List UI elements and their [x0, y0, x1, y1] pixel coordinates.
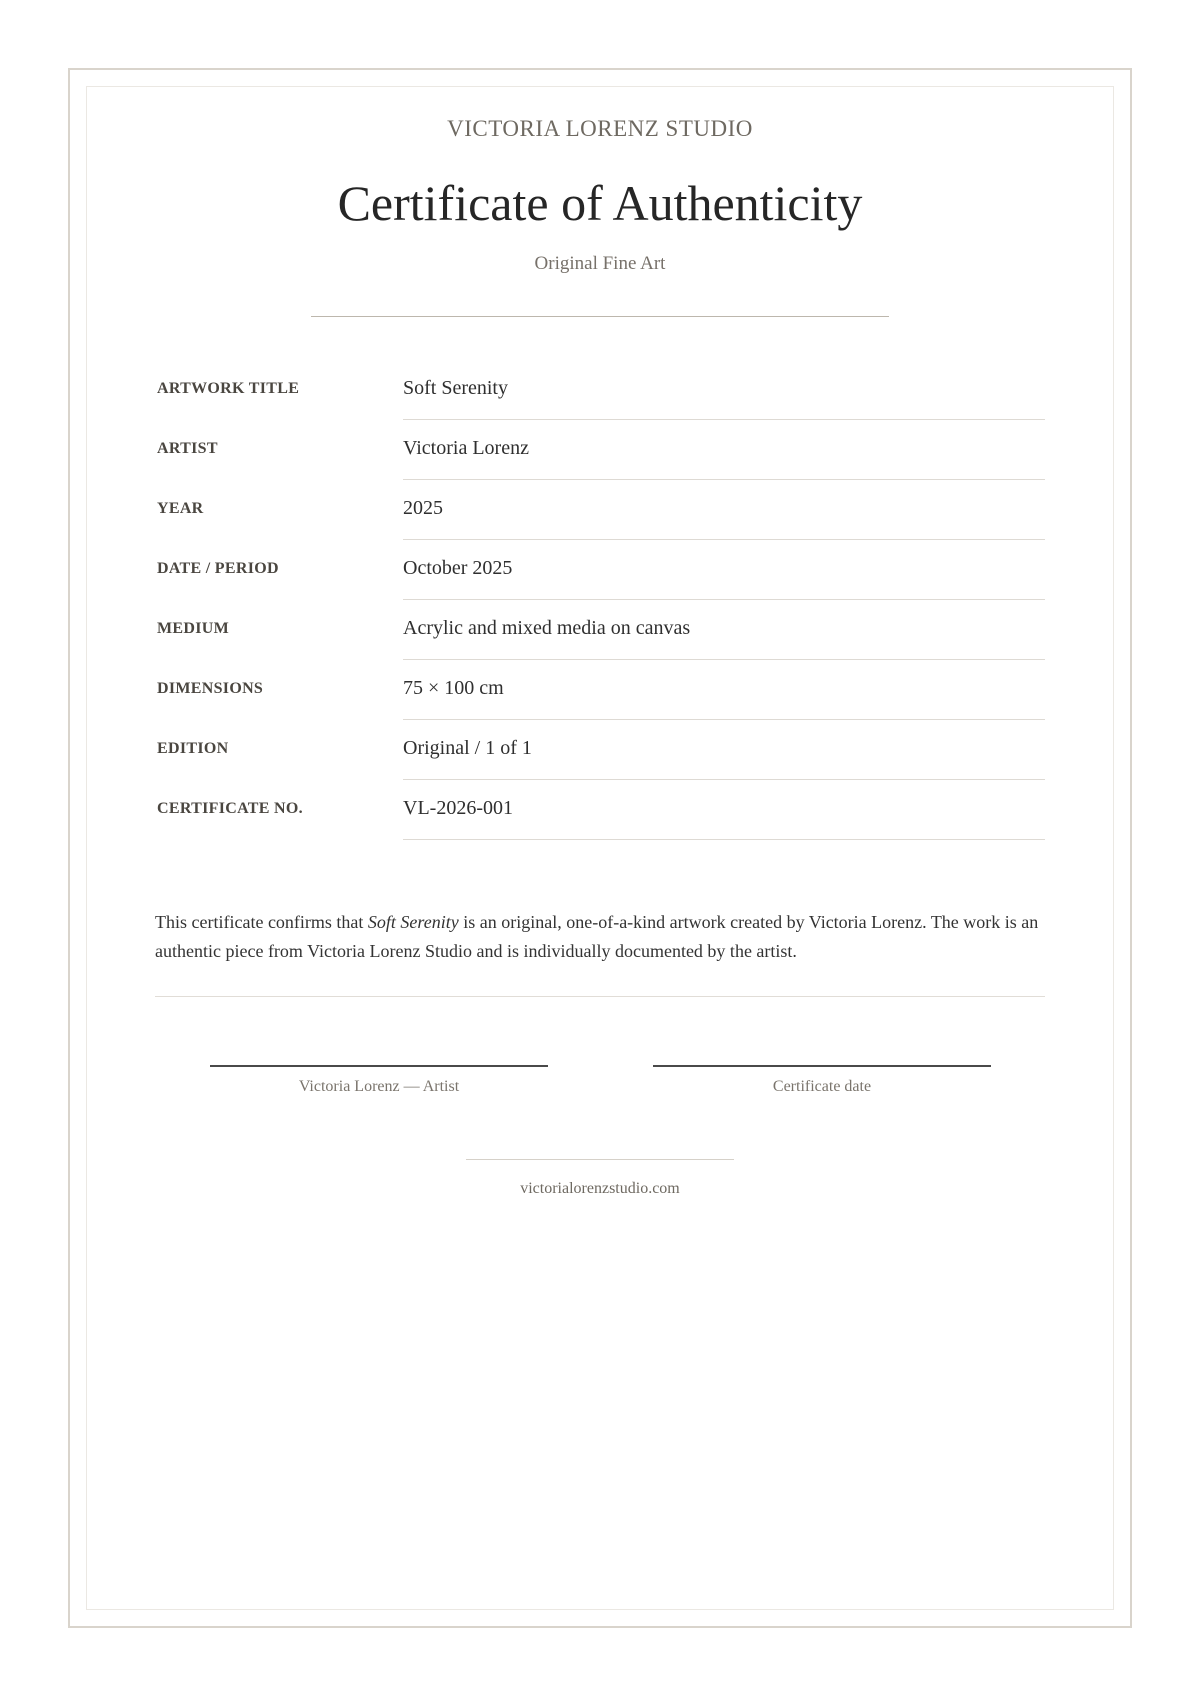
detail-row-date-period — [157, 540, 1045, 600]
detail-value: Victoria Lorenz — [403, 437, 529, 459]
authenticity-statement — [155, 908, 1055, 966]
detail-value: Original / 1 of 1 — [403, 737, 532, 759]
detail-label: EDITION — [157, 740, 229, 757]
statement-artwork-title: Soft Serenity — [367, 912, 459, 932]
detail-row-certificate-no — [157, 780, 1045, 840]
certificate-date-caption: Certificate date — [772, 1078, 872, 1095]
title-divider — [311, 316, 889, 317]
certificate-subtitle: Original Fine Art — [534, 253, 666, 274]
detail-label: DATE / PERIOD — [157, 560, 279, 577]
detail-value: VL-2026-001 — [403, 797, 513, 819]
detail-label: MEDIUM — [157, 620, 230, 637]
certificate-inner-border — [86, 86, 1114, 1610]
detail-label: DIMENSIONS — [157, 680, 264, 697]
footer-divider — [466, 1159, 734, 1160]
detail-row-artwork-title — [157, 360, 1045, 420]
certificate-date-line — [653, 1065, 991, 1067]
detail-value: 75 × 100 cm — [403, 677, 504, 699]
detail-label: YEAR — [157, 500, 204, 517]
statement-prefix: This certificate confirms that — [155, 912, 368, 932]
artist-signature-line — [210, 1065, 548, 1067]
certificate-title: Certificate of Authenticity — [337, 175, 863, 231]
detail-value: October 2025 — [403, 557, 513, 579]
studio-website: victorialorenzstudio.com — [520, 1180, 680, 1197]
detail-row-artist — [157, 420, 1045, 480]
detail-label: ARTIST — [157, 440, 218, 457]
detail-label: ARTWORK TITLE — [157, 380, 300, 397]
detail-row-medium — [157, 600, 1045, 660]
detail-row-dimensions — [157, 660, 1045, 720]
detail-value: Acrylic and mixed media on canvas — [403, 617, 691, 639]
artist-signature-caption: Victoria Lorenz — Artist — [298, 1078, 460, 1095]
detail-value: 2025 — [403, 497, 443, 519]
statement-divider — [155, 996, 1045, 997]
statement-suffix: is an original, one-of-a-kind artwork created by Victoria Lorenz. The work is an authentic piece from Victoria Lorenz Studio and is individually documented by the artist. — [155, 912, 1039, 961]
detail-underline — [403, 839, 1045, 840]
artwork-details — [157, 360, 1045, 840]
detail-row-year — [157, 480, 1045, 540]
detail-row-edition — [157, 720, 1045, 780]
detail-label: CERTIFICATE NO. — [157, 800, 303, 817]
detail-value: Soft Serenity — [403, 377, 508, 399]
studio-name: VICTORIA LORENZ STUDIO — [447, 116, 753, 141]
